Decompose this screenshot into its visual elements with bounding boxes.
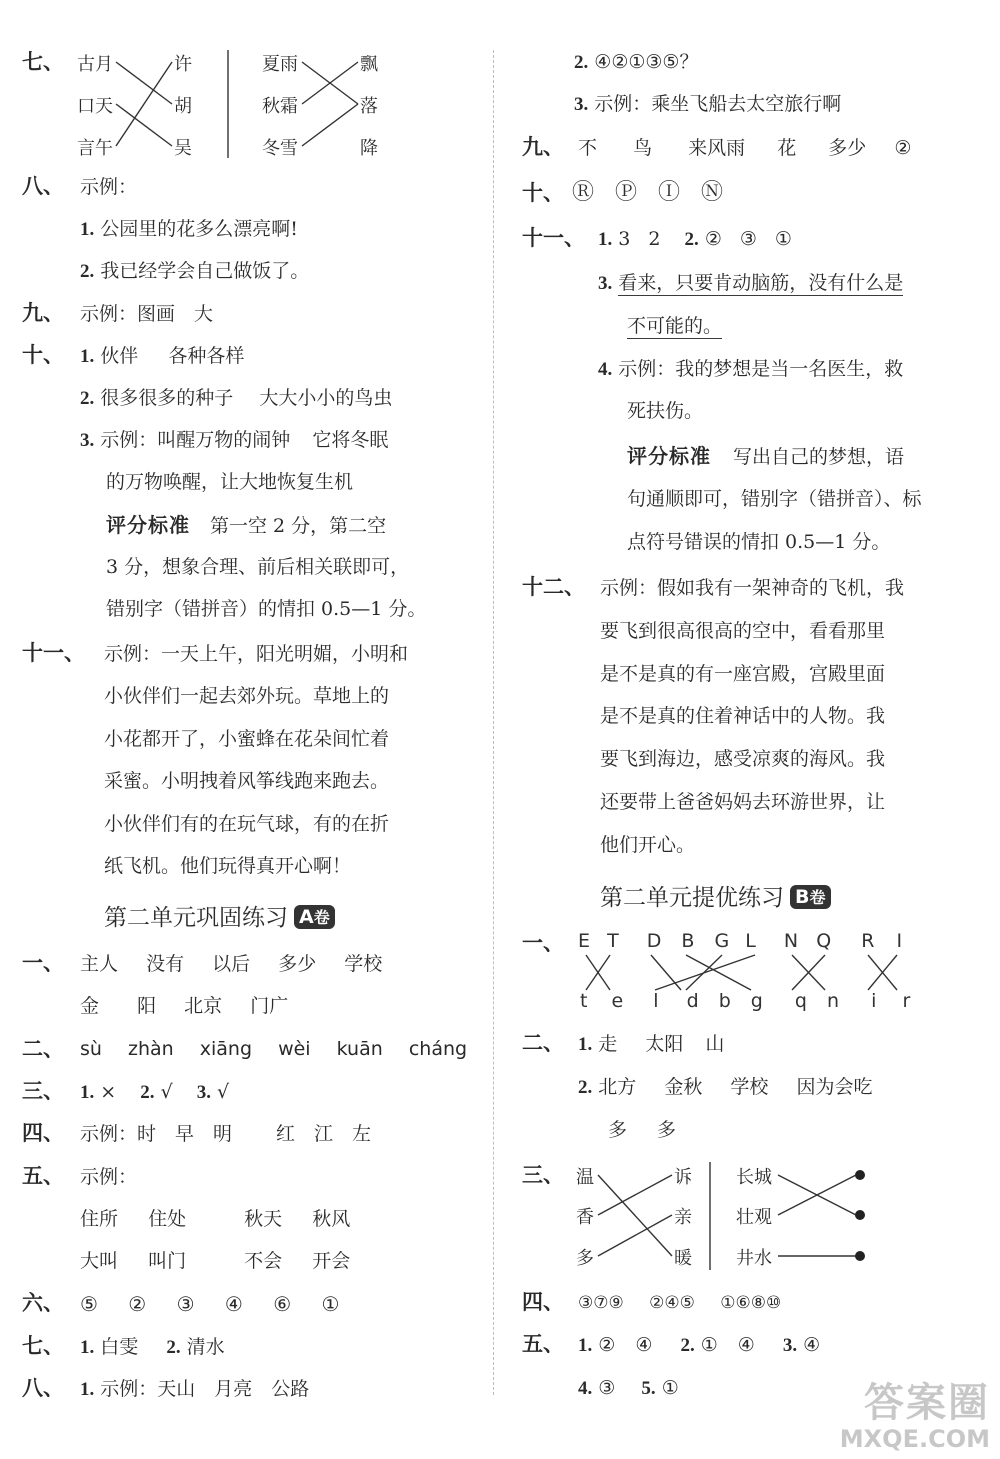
text-span: 不会 [244,1250,283,1272]
text-span: G [714,930,730,952]
text-span: 3. [574,94,589,115]
r-q11-grade-3: 点符号错误的情扣 0.5—1 分。 [627,531,891,553]
text-span: 1. [578,1034,593,1055]
b4-label: 四、 [522,1289,564,1314]
text-span: 太阳 [645,1033,684,1055]
text-span: 1. [80,1082,95,1103]
text-span: 很多很多的种子 [100,387,234,409]
text-span: 山 [705,1033,725,1055]
text-span: n [827,990,840,1012]
r-q12-line-1: 示例：假如我有一架神奇的飞机，我 [600,577,905,599]
text-span: 叫门 [148,1250,187,1272]
text-span: 秋风 [312,1208,351,1230]
grade-label-r: 评分标准 [627,444,711,468]
text-span: i [871,990,877,1012]
q11-line-1: 示例：一天上午，阳光明媚，小明和 [104,643,409,665]
text-span: ③ [739,228,757,250]
r-q12-line-5: 要飞到海边，感受凉爽的海风。我 [600,748,886,770]
b2-row-2 [578,1074,873,1101]
b3-right-2: 亲 [674,1207,692,1228]
text-span: d [686,990,699,1012]
watermark-logo [840,1381,990,1453]
b2-row-1 [578,1031,724,1058]
text-span: A [299,906,314,928]
text-span: 1. [80,346,95,367]
r-q11-item-4 [598,356,903,383]
a5-intro: 示例： [80,1166,138,1188]
q7-right-1: 许 [174,54,192,75]
r-q12-line-7: 他们开心。 [600,834,696,856]
text-span: ⑤ [80,1292,98,1316]
b3-word-2: 壮观 [736,1207,772,1228]
text-span: 主人 [80,953,119,975]
text-span: Ⓘ [658,180,681,205]
text-span: ④ [737,1334,755,1356]
b5-label: 五、 [522,1331,564,1356]
q11-line-2: 小伙伴们一起去郊外玩。草地上的 [104,685,390,707]
text-span: ④ [224,1292,243,1316]
text-span: 2. [80,388,95,409]
unit-b-title [600,879,831,912]
text-span: 1. [578,1335,593,1356]
text-span: 3. [598,273,613,294]
a7-items [80,1334,225,1361]
b3-dot-1 [855,1170,865,1180]
text-span: 3 [618,228,631,250]
text-span: 第一空 2 分，第二空 [210,515,387,537]
text-span: ②④⑤ [649,1293,695,1313]
text-span: 金秋 [664,1076,703,1098]
a8-item-1 [80,1376,309,1403]
r-q11-grade-2: 句通顺即可，错别字（错拼音）、标 [627,488,922,510]
q7-link-c [116,62,172,146]
text-span: T [607,930,619,952]
q11-line-3: 小花都开了，小蜜蜂在花朵间忙着 [104,728,390,750]
text-span: e [611,990,624,1012]
text-span: 北方 [598,1076,637,1098]
text-span: 住所 [80,1208,119,1230]
text-span: 不可能的。 [627,315,723,337]
a4-label: 四、 [22,1120,64,1145]
q8-item-2 [80,258,309,285]
r-q12-line-6: 还要带上爸爸妈妈去环游世界，让 [600,791,886,813]
text-span: 看来，只要肯动脑筋，没有什么是 [618,272,904,294]
a6-items [80,1291,339,1317]
text-span: xiāng [199,1038,253,1060]
text-span: I [896,930,903,952]
q11-line-5: 小伙伴们有的在玩气球，有的在折 [104,813,390,835]
q7-right-2: 胡 [174,96,192,117]
text-span: 我已经学会自己做饭了。 [100,260,310,282]
text-span: 第二单元提优练习 [600,885,784,911]
q11-line-4: 采蜜。小明拽着风筝线跑来跑去。 [104,770,390,792]
text-span: Ⓡ [572,180,595,205]
text-span: 示例：我的梦想是当一名医生，救 [618,358,904,380]
q7-right-3: 吴 [174,138,192,159]
r-q12-line-2: 要飞到很高很高的空中，看看那里 [600,620,886,642]
b3-right-1: 诉 [674,1167,692,1188]
text-span: 写出自己的梦想，语 [733,446,905,468]
text-span: ② [128,1292,147,1316]
q10-grade [106,512,386,539]
q7-left2-3: 冬雪 [262,138,298,159]
q7-right2-3: 降 [360,138,378,159]
text-span: 示例：乘坐飞船去太空旅行啊 [594,93,842,115]
text-span: 2. [578,1077,593,1098]
text-span: 大叫 [80,1250,119,1272]
q7-left-3: 言午 [77,138,113,159]
text-span: 各种各样 [168,345,245,367]
text-span: 2. [574,52,589,73]
q10-grade-2: 3 分，想象合理、前后相关联即可， [106,556,410,578]
text-span: 走 [598,1033,618,1055]
text-span: 2. [80,261,95,282]
text-span: g [750,990,763,1012]
q7-left2-2: 秋霜 [262,96,298,117]
text-span: 4. [578,1378,593,1399]
a7-label: 七、 [22,1333,64,1358]
text-span: √ [217,1081,230,1103]
text-span: 1. [80,1379,95,1400]
text-span: 多 [657,1119,677,1141]
q9-label: 九、 [22,300,64,325]
text-span: 门广 [250,995,289,1017]
text-span: 住处 [148,1208,187,1230]
text-span: 来风雨 [688,137,746,159]
b3-left-1: 温 [576,1167,594,1188]
q9-text: 示例：图画 大 [80,303,214,325]
text-span: ③ [176,1292,195,1316]
b5-row-1 [578,1332,820,1359]
text-span: ④ [803,1334,821,1356]
text-span: 阳 [137,995,157,1017]
text-span: 卷 [313,908,330,927]
text-span: wèi [278,1038,311,1060]
text-span: L [745,930,756,952]
text-span: ③⑦⑨ [578,1293,624,1313]
text-span: 3. [80,430,95,451]
text-span: 多少 [278,953,317,975]
text-span: 鸟 [633,137,653,159]
b3-link-c [598,1215,672,1256]
unit-a-title [104,899,335,932]
text-span: ④②①③⑤？ [594,51,699,73]
text-span: q [794,990,807,1012]
text-span: 3. [196,1082,211,1103]
q10-item-3-cont: 的万物唤醒，让大地恢复生机 [106,471,354,493]
a5-label: 五、 [22,1163,64,1188]
q8-intro: 示例： [80,176,138,198]
q7-link-f [302,104,358,146]
text-span: 花 [777,137,797,159]
text-span: 学校 [344,953,383,975]
b3-left-2: 香 [576,1207,594,1228]
r-q11-item-3-cont [627,313,722,339]
text-span: ④ [635,1334,653,1356]
r-q9-items [578,135,911,161]
text-span: 清水 [186,1336,225,1358]
text-span: t [580,990,588,1012]
text-span: 3. [782,1335,798,1356]
q7-left-2: 口天 [77,96,113,117]
text-span: 金 [80,995,100,1017]
text-span: 秋天 [244,1208,283,1230]
text-span: ② [704,228,722,250]
text-span: 白雯 [100,1336,139,1358]
q7-link-b [116,104,172,146]
text-span: 1. [80,1337,95,1358]
text-span: 不 [578,137,598,159]
text-span: 1. [598,229,613,250]
text-span: 没有 [146,953,185,975]
text-span: 第二单元巩固练习 [104,905,288,931]
text-span: √ [160,1081,173,1103]
a5-row-1 [80,1206,350,1232]
b3-right-3: 暖 [674,1248,692,1269]
r-q12-line-3: 是不是真的有一座宫殿，宫殿里面 [600,663,886,685]
q10-item-3 [80,427,388,454]
text-span: N [783,930,799,952]
b3-label: 三、 [522,1162,564,1187]
a4-text [80,1121,371,1147]
r-q11-grade [627,443,904,470]
text-span: E [578,930,591,952]
r-q10-items [572,180,723,206]
text-span: 2. [684,229,699,250]
text-span: 开会 [312,1250,351,1272]
r-q11-row-1 [598,226,792,253]
q7-left2-1: 夏雨 [262,54,298,75]
text-span: kuān [336,1038,383,1060]
b3-dot-3 [855,1251,865,1261]
text-span: ③ [598,1377,616,1399]
text-span: b [718,990,731,1012]
text-span: 北京 [184,995,223,1017]
text-span: 大大小小的鸟虫 [259,387,393,409]
q11-label: 十一、 [22,640,85,665]
b1-upper [578,930,902,952]
a5-row-2 [80,1248,350,1274]
badge-b [790,885,831,909]
text-span: 它将冬眠 [312,429,389,451]
r-item-2 [574,49,698,76]
text-span: 因为会吃 [796,1076,873,1098]
text-span: B [795,886,810,908]
b3-left-3: 多 [576,1248,594,1269]
text-span: 公园里的花多么漂亮啊! [100,218,298,240]
q7-label: 七、 [22,49,64,74]
text-span: ⑥ [273,1292,292,1316]
a3-items [80,1079,229,1106]
b3-word-1: 长城 [736,1167,772,1188]
text-span: × [100,1081,117,1103]
text-span: 示例：时 早 明 [80,1123,233,1145]
badge-a [294,905,335,929]
text-span: ① [700,1334,718,1356]
text-span: 以后 [212,953,251,975]
text-span: 2. [680,1335,695,1356]
a2-label: 二、 [22,1036,64,1061]
text-span: 答案圈 [864,1380,990,1426]
text-span: 1. [80,219,95,240]
b3-dot-2 [855,1210,865,1220]
text-span: ① [661,1377,679,1399]
b5-row-2 [578,1375,679,1402]
text-span: 卷 [809,888,826,907]
text-span: 2. [140,1082,155,1103]
b1-lower [580,990,910,1012]
r-q11-item-4-cont: 死扶伤。 [627,400,704,422]
q11-line-6: 纸飞机。他们玩得真开心啊！ [104,855,352,877]
text-span: B [681,930,695,952]
a1-label: 一、 [22,950,64,975]
text-span: 学校 [730,1076,769,1098]
text-span: 伙伴 [100,345,139,367]
a2-pinyin [80,1036,467,1062]
q10-grade-3: 错别字（错拼音）的情扣 0.5—1 分。 [106,598,427,620]
q10-item-2 [80,385,392,412]
b3-word-3: 井水 [736,1248,772,1269]
b2-label: 二、 [522,1030,564,1055]
text-span: MXQE.COM [839,1425,990,1453]
text-span: Q [816,930,832,952]
text-span: 示例：叫醒万物的闹钟 [100,429,291,451]
q10-label: 十、 [22,342,64,367]
r-q12-label: 十二、 [522,574,585,599]
a8-label: 八、 [22,1375,64,1400]
text-span: ① [774,228,792,250]
q7-link-a [116,62,172,104]
text-span: 2 [648,228,661,250]
a1-row-1 [80,951,382,977]
r-q11-item-3 [598,270,903,297]
text-span: 红 江 左 [276,1123,372,1145]
text-span: 多少 [828,137,867,159]
r-q12-line-4: 是不是真的住着神话中的人物。我 [600,705,886,727]
b2-row-3 [608,1117,676,1143]
b3-link-a [598,1175,672,1256]
text-span: ② [894,137,912,159]
text-span: ② [598,1334,616,1356]
text-span: cháng [408,1038,468,1060]
text-span: r [902,990,911,1012]
text-span: 多 [608,1119,628,1141]
text-span: R [861,930,875,952]
a6-label: 六、 [22,1290,64,1315]
text-span: ①⑥⑧⑩ [720,1293,782,1313]
text-span: 4. [598,359,613,380]
text-span: 5. [641,1378,656,1399]
q7-right2-1: 飘 [360,54,378,75]
text-span: Ⓝ [701,180,724,205]
q7-left-1: 古月 [77,54,113,75]
text-span: l [653,990,659,1012]
text-span: sù [80,1038,102,1060]
q8-item-1 [80,216,298,243]
q7-right2-2: 落 [360,96,378,117]
b3-link-b [598,1175,672,1215]
text-span: ① [321,1292,340,1316]
grade-label: 评分标准 [106,513,190,537]
r-q10-label: 十、 [522,180,564,205]
b1-link-3 [651,955,681,990]
text-span: Ⓟ [615,180,638,205]
a1-row-2 [80,993,288,1019]
r-item-3 [574,91,841,118]
q8-label: 八、 [22,173,64,198]
r-q11-label: 十一、 [522,225,585,250]
r-q9-label: 九、 [522,134,564,159]
text-span: D [646,930,662,952]
text-span: zhàn [128,1038,174,1060]
b4-groups [578,1290,781,1316]
text-span: 2. [166,1337,181,1358]
a3-label: 三、 [22,1078,64,1103]
text-span: 示例：天山 月亮 公路 [100,1378,310,1400]
b1-label: 一、 [522,930,564,955]
q10-item-1 [80,343,244,370]
